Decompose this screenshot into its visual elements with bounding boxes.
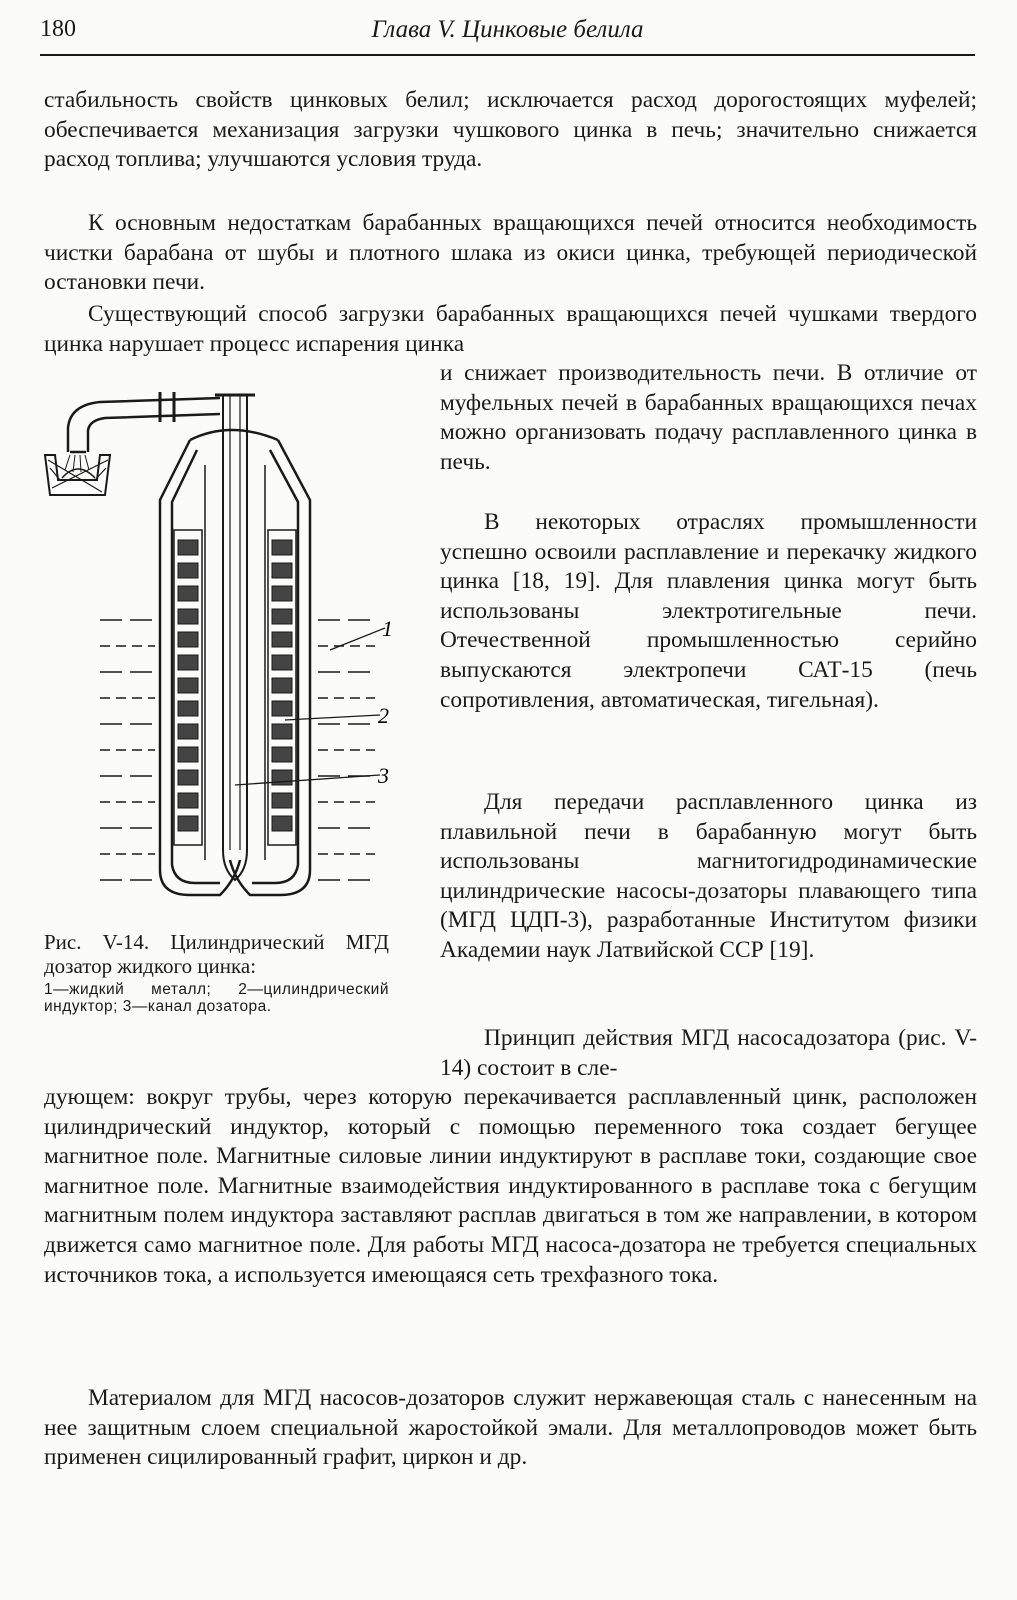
paragraph-5: Для передачи расплавленного цинка из плавильной печи в барабанную могут быть использованы магнитогидродинамические цилиндрические насосы-дозаторы плавающего типа (МГД ЦДП-3), разработанные Институтом физики Академии наук Латвийской ССР [19]. [440,789,977,963]
paragraph-3: Существующий способ загрузки барабанных вращающихся печей чушками твердого цинка нарушает процесс испарения цинка [44,301,977,357]
paragraph-3-continued: и снижает производительность печи. В отличие от муфельных печей в барабанных вращающихся печах можно организовать подачу расплавленного цинка в печь. [440,360,977,475]
coil-winding [272,724,292,739]
coil-winding [178,747,198,762]
paragraph-4: В некоторых отраслях промышленности успешно освоили расплавление и перекачку жидкого цинка [18, 19]. Для плавления цинка могут быть использованы электротигельные печи. Отечественной промышленностью серийно выпускаются электропечи САТ-15 (печь сопротивления, автоматическая, тигельная). [440,509,977,713]
coil-winding [272,793,292,808]
coil-winding [272,632,292,647]
coil-winding [178,609,198,624]
mgd-dispenser-diagram [40,380,420,920]
coil-winding [272,563,292,578]
figure-caption [44,930,389,1015]
caption-legend: 1—жидкий металл; 2—цилиндрический индуктор; 3—канал дозатора. [44,981,389,1015]
inductor-coils [174,530,296,845]
coil-winding [272,816,292,831]
page-number: 180 [40,16,76,42]
label-3: 3 [378,763,389,788]
melt-level-lines [100,620,375,880]
caption-title: Рис. V-14. Цилиндрический МГД дозатор жидкого цинка: [44,930,389,978]
paragraph-1: стабильность свойств цинковых белил; исключается расход дорогостоящих муфелей; обеспечивается механизация загрузки чушкового цинка в печь; значительно снижается расход топлива; улучшаются условия труда. [44,87,977,173]
label-1: 1 [382,616,393,641]
coil-winding [272,586,292,601]
coil-winding [272,609,292,624]
paragraph-2: К основным недостаткам барабанных вращающихся печей относится необходимость чистки барабана от шубы и плотного шлака из окиси цинка, требующей периодической остановки печи. [44,210,977,296]
coil-winding [178,563,198,578]
coil-winding [178,793,198,808]
coil-winding [178,701,198,716]
coil-winding [178,816,198,831]
figure-mgd-dispenser [40,380,420,920]
coil-winding [178,586,198,601]
coil-winding [178,770,198,785]
coil-winding [272,540,292,555]
coil-winding [178,724,198,739]
crucible [45,455,110,495]
coil-winding [178,632,198,647]
label-2: 2 [378,703,389,728]
coil-winding [272,701,292,716]
dispenser-channel [205,395,265,880]
coil-winding [178,678,198,693]
coil-winding [272,655,292,670]
coil-winding [272,747,292,762]
running-head: Глава V. Цинковые белила [371,16,644,43]
page-header [40,14,975,56]
delivery-pipe [65,392,220,472]
coil-winding [178,540,198,555]
paragraph-7: Материалом для МГД насосов-дозаторов служит нержавеющая сталь с нанесенным на нее защитным слоем специальной жаростойкой эмали. Для металлопроводов может быть применен сицилированный графит, циркон и др. [44,1385,977,1471]
paragraph-6-rest: дующем: вокруг трубы, через которую перекачивается расплавленный цинк, расположен цилиндрический индуктор, который с помощью переменного тока создает бегущее магнитное поле. Магнитные силовые линии индуктируют в расплаве токи, создающие свое магнитное поле. Магнитные взаимодействия индуктированного в расплаве тока с бегущим магнитным полем индуктора заставляют расплав двигаться в том же направлении, в котором движется само магнитное поле. Для работы МГД насоса-дозатора не требуется специальных источников тока, а используется имеющаяся сеть трехфазного тока. [44,1084,977,1288]
coil-winding [272,678,292,693]
coil-winding [178,655,198,670]
paragraph-6-start: Принцип действия МГД насосадозатора (рис. V-14) состоит в сле- [440,1025,977,1081]
